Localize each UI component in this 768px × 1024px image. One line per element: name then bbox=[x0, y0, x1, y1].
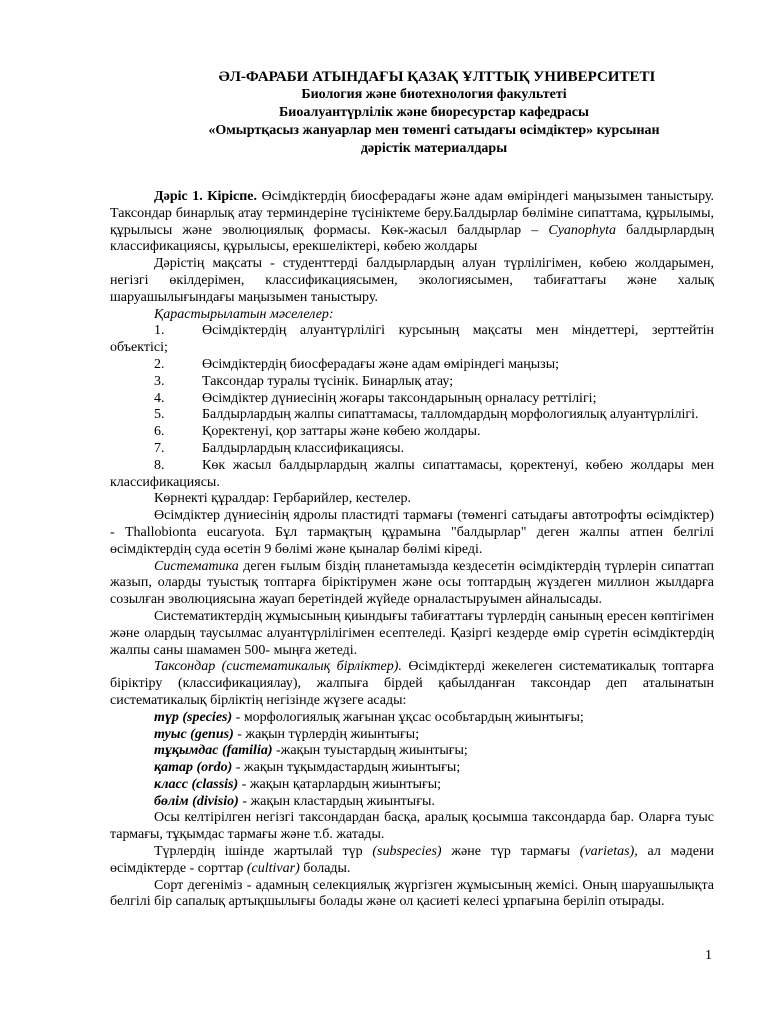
list-item: түр (species) - морфологиялық жағынан ұқсас особьтардың жиынтығы; bbox=[154, 709, 584, 725]
faculty-title: Биология және биотехнология факультеті bbox=[301, 87, 567, 102]
taxa-paragraph: Таксондар (систематикалық бірліктер). Өсімдіктерді жекелеген систематикалық топтарға біріктіру (классификациялау), жалпыға бірдей қабылданған таксондар деп аталынатын систематикалық бірліктің негізінде жүзеге асады: bbox=[110, 659, 714, 708]
thallobionta-paragraph: Өсімдіктер дүниесінің ядролы пластидті тармағы (төменгі сатыдағы автотрофты өсімдіктер) - Thallobionta eucaryota. Бұл тармақтың құрамына "балдырлар" деген жалпы атпен белгілі өсімдіктердің суда өсетін 9 бөлімі және қыналар бөлімі кіреді. bbox=[110, 508, 714, 557]
intermediate-taxa-paragraph: Осы келтірілген негізгі таксондардан басқа, аралық қосымша таксондарда бар. Оларға туыс тармағы, тұқымдас тармағы және т.б. жатады. bbox=[110, 810, 714, 843]
intro-paragraph: Дәріс 1. Кіріспе. Өсімдіктердің биосферадағы және адам өміріндегі маңызымен таныстыру. Таксондар бинарлық атау терминдеріне түсініктеме беру.Балдырлар бөліміне сипаттама, құрылымы, құрылысы және эволюциялық формасы. Көк-жасыл балдырлар – Cyanophyta балдырлардың классификациясы, құрылысы, ерекшеліктері, көбею жолдары bbox=[110, 189, 714, 255]
list-item: 2. Өсімдіктердің биосферадағы және адам өміріндегі маңызы; bbox=[154, 356, 559, 372]
taxa-list bbox=[110, 710, 714, 811]
subspecies-paragraph: Түрлердің ішінде жартылай түр (subspecies) және түр тармағы (varietas), ал мәдени өсімдіктерде - сорттар (cultivar) болады. bbox=[110, 844, 714, 876]
issues-heading: Қарастырылатын мәселелер: bbox=[154, 306, 334, 322]
list-item: қатар (ordo) - жақын тұқымдастардың жиынтығы; bbox=[154, 760, 461, 776]
issues-list bbox=[110, 323, 714, 491]
list-item: бөлім (divisio) - жақын кластардың жиынтығы. bbox=[154, 793, 435, 809]
course-title: «Омыртқасыз жануарлар мен төменгі сатыдағы өсімдіктер» курсынан bbox=[208, 123, 660, 138]
university-title: ӘЛ-ФАРАБИ АТЫНДАҒЫ ҚАЗАҚ ҰЛТТЫҚ УНИВЕРСИТЕТІ bbox=[218, 69, 656, 85]
department-title: Биоалуантүрлілік және биоресурстар кафедрасы bbox=[279, 105, 589, 120]
page-number: 1 bbox=[705, 948, 712, 963]
list-item: тұқымдас (familia) -жақын туыстардың жиынтығы; bbox=[154, 743, 468, 759]
document-page bbox=[110, 68, 714, 911]
lecture-body bbox=[110, 189, 714, 911]
list-item: 7. Балдырлардың классификациясы. bbox=[154, 440, 405, 456]
cultivar-paragraph: Сорт дегеніміз - адамның селекциялық жүргізген жұмысының жемісі. Оның шаруашылықта белгілі бір сапалық артықшылығы болады және ол қасиеті келесі ұрпағына беріліп отырады. bbox=[110, 877, 714, 910]
list-item: 5. Балдырлардың жалпы сипаттамасы, талломдардың морфологиялық алуантүрлілігі. bbox=[154, 407, 699, 423]
materials-title: дәрістік материалдары bbox=[360, 141, 508, 156]
list-item: 6. Қоректенуі, қор заттары және көбею жолдары. bbox=[154, 424, 481, 440]
list-item: 4. Өсімдіктер дүниесінің жоғары таксондарының орналасу реттілігі; bbox=[154, 390, 597, 406]
lecture-title: Дәріс 1. Кіріспе. bbox=[154, 189, 258, 204]
list-item: 1. Өсімдіктердің алуантүрлілігі курсының мақсаты мен міндеттері, зерттейтін объектісі; bbox=[110, 323, 714, 356]
list-item: туыс (genus) - жақын түрлердің жиынтығы; bbox=[154, 726, 420, 742]
difficulty-paragraph: Систематиктердің жұмысының қиындығы табиғаттағы түрлердің санының ересен көптігімен және олардың таусылмас алуантүрлілігімен есептеледі. Қазіргі кездерде өмір сүретін өсімдіктердің жалпы саны шамамен 500- мыңға жетеді. bbox=[110, 608, 714, 658]
list-item: 8. Көк жасыл балдырлардың жалпы сипаттамасы, қоректенуі, көбею жолдары мен классификациясы. bbox=[110, 457, 714, 490]
systematics-paragraph: Систематика деген ғылым біздің планетамызда кездесетін өсімдіктердің түрлерін сипаттап жазып, оларды туыстық топтарға біріктірумен және осы топтардың жүздеген миллион жылдарға созылған эволюциясына жауап беретіндей жүйеде орналастыруымен айналысады. bbox=[110, 558, 714, 608]
list-item: класс (classis) - жақын қатарлардың жиынтығы; bbox=[154, 776, 442, 792]
list-item: 3. Таксондар туралы түсінік. Бинарлық атау; bbox=[154, 373, 454, 389]
goal-paragraph: Дәрістің мақсаты - студенттерді балдырлардың алуан түрлілігімен, көбею жолдарымен, негізгі өкілдерімен, классификациясымен, экологиясымен, табиғаттағы және халық шаруашылығындағы маңызымен таныстыру. bbox=[110, 256, 714, 305]
visual-aids: Көрнекті құралдар: Гербарийлер, кестелер. bbox=[154, 491, 412, 507]
